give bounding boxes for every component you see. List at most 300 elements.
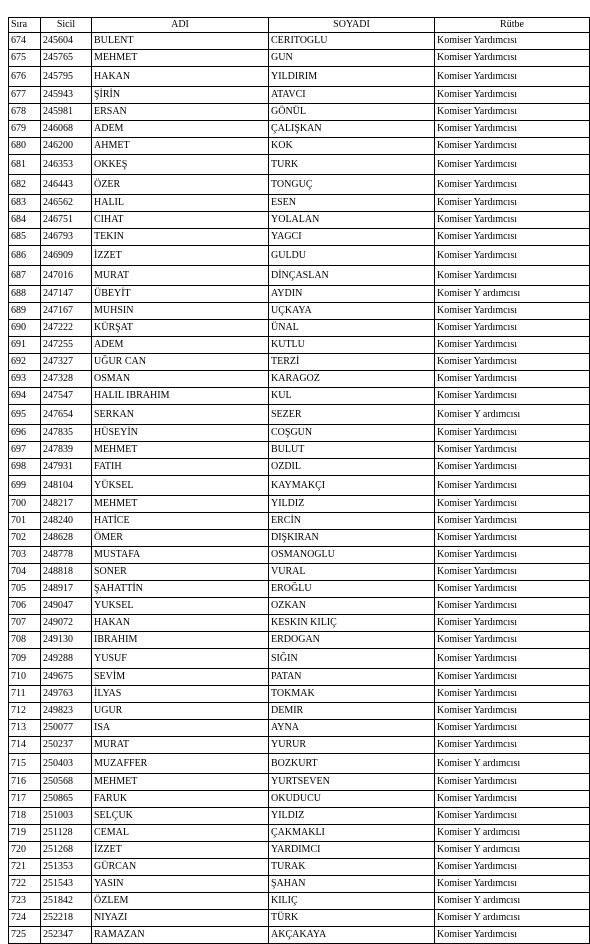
cell-sicil: 245943: [41, 87, 92, 104]
cell-sicil: 248240: [41, 513, 92, 530]
cell-sira: 690: [9, 320, 41, 337]
cell-sicil: 252347: [41, 927, 92, 944]
cell-sicil: 246793: [41, 229, 92, 246]
cell-soyadi: YAGCI: [269, 229, 435, 246]
cell-sicil: 247547: [41, 388, 92, 405]
cell-adi: ŞİRİN: [92, 87, 269, 104]
cell-sira: 718: [9, 808, 41, 825]
cell-sira: 695: [9, 405, 41, 425]
cell-adi: SELÇUK: [92, 808, 269, 825]
table-row: [9, 246, 590, 266]
cell-adi: HALIL: [92, 195, 269, 212]
personnel-table: [8, 17, 590, 944]
cell-sira: 711: [9, 686, 41, 703]
cell-sicil: 246068: [41, 121, 92, 138]
table-row: [9, 530, 590, 547]
cell-soyadi: TURK: [269, 155, 435, 175]
cell-sira: 719: [9, 825, 41, 842]
cell-sira: 710: [9, 669, 41, 686]
cell-soyadi: OZDIL: [269, 459, 435, 476]
cell-sicil: 247167: [41, 303, 92, 320]
cell-adi: UĞUR CAN: [92, 354, 269, 371]
cell-adi: AHMET: [92, 138, 269, 155]
cell-sira: 698: [9, 459, 41, 476]
cell-soyadi: ESEN: [269, 195, 435, 212]
cell-sira: 699: [9, 476, 41, 496]
cell-sira: 708: [9, 632, 41, 649]
cell-rutbe: Komiser Yardımcısı: [435, 212, 590, 229]
cell-sicil: 245604: [41, 33, 92, 50]
cell-sicil: 247147: [41, 286, 92, 303]
cell-adi: FARUK: [92, 791, 269, 808]
cell-adi: FATIH: [92, 459, 269, 476]
cell-rutbe: Komiser Yardımcısı: [435, 104, 590, 121]
cell-adi: SERKAN: [92, 405, 269, 425]
table-row: [9, 87, 590, 104]
cell-sicil: 249288: [41, 649, 92, 669]
cell-sira: 674: [9, 33, 41, 50]
cell-rutbe: Komiser Yardımcısı: [435, 859, 590, 876]
cell-sira: 692: [9, 354, 41, 371]
cell-rutbe: Komiser Y ardımcısı: [435, 910, 590, 927]
cell-rutbe: Komiser Yardımcısı: [435, 720, 590, 737]
cell-sira: 700: [9, 496, 41, 513]
table-row: [9, 910, 590, 927]
cell-adi: TEKIN: [92, 229, 269, 246]
cell-rutbe: Komiser Yardımcısı: [435, 774, 590, 791]
cell-soyadi: ERDOGAN: [269, 632, 435, 649]
cell-sicil: 251268: [41, 842, 92, 859]
cell-adi: MUZAFFER: [92, 754, 269, 774]
cell-rutbe: Komiser Yardımcısı: [435, 371, 590, 388]
cell-adi: MEHMET: [92, 50, 269, 67]
cell-rutbe: Komiser Yardımcısı: [435, 425, 590, 442]
table-row: [9, 774, 590, 791]
cell-adi: ÖMER: [92, 530, 269, 547]
cell-soyadi: TONGUÇ: [269, 175, 435, 195]
cell-sira: 682: [9, 175, 41, 195]
cell-sira: 681: [9, 155, 41, 175]
cell-sira: 685: [9, 229, 41, 246]
cell-sicil: 247016: [41, 266, 92, 286]
cell-sicil: 247835: [41, 425, 92, 442]
cell-sira: 702: [9, 530, 41, 547]
cell-adi: ISA: [92, 720, 269, 737]
cell-adi: İZZET: [92, 246, 269, 266]
cell-rutbe: Komiser Yardımcısı: [435, 737, 590, 754]
cell-sira: 713: [9, 720, 41, 737]
cell-rutbe: Komiser Yardımcısı: [435, 564, 590, 581]
cell-adi: ADEM: [92, 121, 269, 138]
cell-sira: 689: [9, 303, 41, 320]
cell-sicil: 247255: [41, 337, 92, 354]
table-row: [9, 703, 590, 720]
cell-rutbe: Komiser Y ardımcısı: [435, 286, 590, 303]
cell-adi: YUSUF: [92, 649, 269, 669]
cell-rutbe: Komiser Yardımcısı: [435, 33, 590, 50]
cell-adi: MURAT: [92, 737, 269, 754]
cell-rutbe: Komiser Yardımcısı: [435, 175, 590, 195]
cell-soyadi: GÖNÜL: [269, 104, 435, 121]
table-row: [9, 842, 590, 859]
cell-rutbe: Komiser Yardımcısı: [435, 669, 590, 686]
cell-adi: ÖZLEM: [92, 893, 269, 910]
table-row: [9, 459, 590, 476]
cell-sicil: 246562: [41, 195, 92, 212]
cell-soyadi: YARDIMCI: [269, 842, 435, 859]
table-row: [9, 337, 590, 354]
cell-rutbe: Komiser Yardımcısı: [435, 303, 590, 320]
table-row: [9, 371, 590, 388]
cell-rutbe: Komiser Yardımcısı: [435, 337, 590, 354]
cell-sicil: 249675: [41, 669, 92, 686]
table-row: [9, 513, 590, 530]
cell-rutbe: Komiser Yardımcısı: [435, 547, 590, 564]
table-row: [9, 737, 590, 754]
cell-soyadi: AKÇAKAYA: [269, 927, 435, 944]
cell-adi: HÜSEYİN: [92, 425, 269, 442]
cell-sicil: 247839: [41, 442, 92, 459]
cell-soyadi: OSMANOGLU: [269, 547, 435, 564]
cell-sicil: 249130: [41, 632, 92, 649]
table-row: [9, 155, 590, 175]
cell-adi: GÜRCAN: [92, 859, 269, 876]
cell-rutbe: Komiser Yardımcısı: [435, 138, 590, 155]
cell-rutbe: Komiser Yardımcısı: [435, 876, 590, 893]
table-row: [9, 388, 590, 405]
cell-soyadi: YILDIRIM: [269, 67, 435, 87]
personnel-document: [8, 17, 589, 944]
cell-sicil: 248104: [41, 476, 92, 496]
cell-sicil: 246909: [41, 246, 92, 266]
cell-soyadi: KOK: [269, 138, 435, 155]
cell-soyadi: BULUT: [269, 442, 435, 459]
cell-adi: CEMAL: [92, 825, 269, 842]
cell-sicil: 248628: [41, 530, 92, 547]
cell-sicil: 251842: [41, 893, 92, 910]
cell-adi: IBRAHIM: [92, 632, 269, 649]
cell-sira: 724: [9, 910, 41, 927]
table-row: [9, 229, 590, 246]
cell-sira: 694: [9, 388, 41, 405]
cell-adi: KÜRŞAT: [92, 320, 269, 337]
cell-sira: 683: [9, 195, 41, 212]
cell-adi: CIHAT: [92, 212, 269, 229]
cell-rutbe: Komiser Yardımcısı: [435, 686, 590, 703]
table-row: [9, 859, 590, 876]
cell-soyadi: PATAN: [269, 669, 435, 686]
cell-sira: 686: [9, 246, 41, 266]
cell-sicil: 248778: [41, 547, 92, 564]
cell-sicil: 249072: [41, 615, 92, 632]
cell-adi: MUHSIN: [92, 303, 269, 320]
cell-sira: 717: [9, 791, 41, 808]
table-row: [9, 893, 590, 910]
table-row: [9, 50, 590, 67]
header-sira: Sıra: [9, 18, 41, 33]
cell-soyadi: KESKIN KILIÇ: [269, 615, 435, 632]
cell-rutbe: Komiser Yardımcısı: [435, 155, 590, 175]
cell-soyadi: DIŞKIRAN: [269, 530, 435, 547]
cell-sicil: 247222: [41, 320, 92, 337]
table-row: [9, 754, 590, 774]
cell-soyadi: ÇALIŞKAN: [269, 121, 435, 138]
cell-sicil: 247327: [41, 354, 92, 371]
cell-rutbe: Komiser Yardımcısı: [435, 513, 590, 530]
cell-adi: MEHMET: [92, 442, 269, 459]
cell-sira: 697: [9, 442, 41, 459]
cell-rutbe: Komiser Yardımcısı: [435, 195, 590, 212]
cell-soyadi: SIĞIN: [269, 649, 435, 669]
table-row: [9, 598, 590, 615]
cell-soyadi: KARAGOZ: [269, 371, 435, 388]
cell-rutbe: Komiser Yardımcısı: [435, 266, 590, 286]
header-soyadi: SOYADI: [269, 18, 435, 33]
cell-rutbe: Komiser Yardımcısı: [435, 388, 590, 405]
cell-rutbe: Komiser Y ardımcısı: [435, 842, 590, 859]
cell-sicil: 249823: [41, 703, 92, 720]
cell-sira: 725: [9, 927, 41, 944]
cell-rutbe: Komiser Yardımcısı: [435, 354, 590, 371]
cell-soyadi: UÇKAYA: [269, 303, 435, 320]
cell-soyadi: ÇAKMAKLI: [269, 825, 435, 842]
cell-rutbe: Komiser Yardımcısı: [435, 87, 590, 104]
table-row: [9, 825, 590, 842]
cell-soyadi: VURAL: [269, 564, 435, 581]
table-row: [9, 104, 590, 121]
cell-soyadi: OZKAN: [269, 598, 435, 615]
cell-sira: 676: [9, 67, 41, 87]
cell-sira: 693: [9, 371, 41, 388]
table-row: [9, 175, 590, 195]
cell-sira: 691: [9, 337, 41, 354]
table-row: [9, 266, 590, 286]
cell-sira: 687: [9, 266, 41, 286]
cell-sicil: 245981: [41, 104, 92, 121]
cell-sicil: 251353: [41, 859, 92, 876]
cell-rutbe: Komiser Yardımcısı: [435, 581, 590, 598]
cell-rutbe: Komiser Yardımcısı: [435, 246, 590, 266]
cell-sicil: 247931: [41, 459, 92, 476]
table-row: [9, 212, 590, 229]
cell-adi: MEHMET: [92, 496, 269, 513]
cell-adi: RAMAZAN: [92, 927, 269, 944]
cell-soyadi: TURAK: [269, 859, 435, 876]
cell-rutbe: Komiser Y ardımcısı: [435, 893, 590, 910]
cell-sicil: 246751: [41, 212, 92, 229]
cell-adi: İZZET: [92, 842, 269, 859]
table-row: [9, 195, 590, 212]
cell-soyadi: DEMIR: [269, 703, 435, 720]
cell-rutbe: Komiser Yardımcısı: [435, 476, 590, 496]
cell-soyadi: KUTLU: [269, 337, 435, 354]
cell-adi: HATİCE: [92, 513, 269, 530]
table-row: [9, 320, 590, 337]
cell-adi: BULENT: [92, 33, 269, 50]
cell-sicil: 249047: [41, 598, 92, 615]
header-rutbe: Rütbe: [435, 18, 590, 33]
cell-sicil: 247654: [41, 405, 92, 425]
cell-soyadi: CERITOGLU: [269, 33, 435, 50]
table-row: [9, 405, 590, 425]
cell-sira: 714: [9, 737, 41, 754]
cell-sira: 688: [9, 286, 41, 303]
cell-sira: 704: [9, 564, 41, 581]
cell-adi: YÜKSEL: [92, 476, 269, 496]
table-row: [9, 442, 590, 459]
cell-soyadi: TERZİ: [269, 354, 435, 371]
cell-sira: 679: [9, 121, 41, 138]
table-row: [9, 476, 590, 496]
cell-soyadi: KUL: [269, 388, 435, 405]
cell-rutbe: Komiser Y ardımcısı: [435, 405, 590, 425]
cell-sira: 678: [9, 104, 41, 121]
cell-soyadi: YILDIZ: [269, 496, 435, 513]
cell-soyadi: AYNA: [269, 720, 435, 737]
cell-sira: 712: [9, 703, 41, 720]
cell-sira: 721: [9, 859, 41, 876]
cell-adi: NIYAZI: [92, 910, 269, 927]
cell-soyadi: SEZER: [269, 405, 435, 425]
cell-soyadi: OKUDUCU: [269, 791, 435, 808]
cell-sicil: 250403: [41, 754, 92, 774]
cell-rutbe: Komiser Yardımcısı: [435, 496, 590, 513]
cell-sira: 701: [9, 513, 41, 530]
cell-soyadi: COŞGUN: [269, 425, 435, 442]
cell-adi: YASIN: [92, 876, 269, 893]
cell-rutbe: Komiser Yardımcısı: [435, 320, 590, 337]
cell-adi: OKKEŞ: [92, 155, 269, 175]
cell-rutbe: Komiser Y ardımcısı: [435, 754, 590, 774]
cell-adi: ÖZER: [92, 175, 269, 195]
cell-adi: HALIL IBRAHIM: [92, 388, 269, 405]
cell-sicil: 248917: [41, 581, 92, 598]
cell-sira: 706: [9, 598, 41, 615]
cell-rutbe: Komiser Yardımcısı: [435, 50, 590, 67]
cell-adi: SONER: [92, 564, 269, 581]
cell-sira: 723: [9, 893, 41, 910]
cell-rutbe: Komiser Yardımcısı: [435, 808, 590, 825]
table-row: [9, 876, 590, 893]
table-row: [9, 649, 590, 669]
cell-sira: 716: [9, 774, 41, 791]
cell-sicil: 247328: [41, 371, 92, 388]
cell-sira: 722: [9, 876, 41, 893]
table-row: [9, 354, 590, 371]
cell-rutbe: Komiser Yardımcısı: [435, 229, 590, 246]
cell-adi: MEHMET: [92, 774, 269, 791]
cell-rutbe: Komiser Yardımcısı: [435, 459, 590, 476]
cell-sicil: 245795: [41, 67, 92, 87]
cell-sicil: 250568: [41, 774, 92, 791]
cell-sicil: 251543: [41, 876, 92, 893]
cell-sicil: 249763: [41, 686, 92, 703]
cell-adi: ERSAN: [92, 104, 269, 121]
table-row: [9, 927, 590, 944]
cell-adi: ÜBEYİT: [92, 286, 269, 303]
cell-sira: 705: [9, 581, 41, 598]
cell-rutbe: Komiser Yardımcısı: [435, 530, 590, 547]
cell-soyadi: YURUR: [269, 737, 435, 754]
cell-sira: 707: [9, 615, 41, 632]
cell-sira: 720: [9, 842, 41, 859]
table-row: [9, 791, 590, 808]
table-row: [9, 686, 590, 703]
cell-soyadi: YOLALAN: [269, 212, 435, 229]
cell-sicil: 246200: [41, 138, 92, 155]
table-row: [9, 615, 590, 632]
cell-sicil: 246443: [41, 175, 92, 195]
cell-rutbe: Komiser Yardımcısı: [435, 121, 590, 138]
cell-sicil: 251128: [41, 825, 92, 842]
table-row: [9, 581, 590, 598]
cell-adi: ŞAHATTİN: [92, 581, 269, 598]
cell-rutbe: Komiser Yardımcısı: [435, 927, 590, 944]
cell-soyadi: YILDIZ: [269, 808, 435, 825]
cell-adi: MUSTAFA: [92, 547, 269, 564]
table-row: [9, 303, 590, 320]
cell-sicil: 250077: [41, 720, 92, 737]
cell-soyadi: DİNÇASLAN: [269, 266, 435, 286]
table-row: [9, 138, 590, 155]
table-row: [9, 547, 590, 564]
cell-soyadi: ERCİN: [269, 513, 435, 530]
table-row: [9, 286, 590, 303]
cell-soyadi: ŞAHAN: [269, 876, 435, 893]
cell-rutbe: Komiser Yardımcısı: [435, 442, 590, 459]
header-sicil: Sicil: [41, 18, 92, 33]
cell-soyadi: EROĞLU: [269, 581, 435, 598]
cell-soyadi: TÜRK: [269, 910, 435, 927]
cell-sicil: 248217: [41, 496, 92, 513]
cell-adi: UGUR: [92, 703, 269, 720]
table-row: [9, 33, 590, 50]
table-body: [9, 33, 590, 944]
table-row: [9, 496, 590, 513]
table-row: [9, 425, 590, 442]
table-row: [9, 720, 590, 737]
cell-adi: İLYAS: [92, 686, 269, 703]
cell-sicil: 252218: [41, 910, 92, 927]
table-row: [9, 121, 590, 138]
cell-sicil: 245765: [41, 50, 92, 67]
cell-adi: MURAT: [92, 266, 269, 286]
cell-rutbe: Komiser Yardımcısı: [435, 615, 590, 632]
cell-soyadi: GUN: [269, 50, 435, 67]
cell-sira: 703: [9, 547, 41, 564]
cell-rutbe: Komiser Yardımcısı: [435, 791, 590, 808]
cell-sira: 684: [9, 212, 41, 229]
cell-rutbe: Komiser Yardımcısı: [435, 703, 590, 720]
cell-soyadi: BOZKURT: [269, 754, 435, 774]
table-row: [9, 67, 590, 87]
cell-soyadi: KILIÇ: [269, 893, 435, 910]
cell-soyadi: YURTSEVEN: [269, 774, 435, 791]
cell-adi: HAKAN: [92, 67, 269, 87]
cell-sicil: 250865: [41, 791, 92, 808]
table-row: [9, 808, 590, 825]
table-row: [9, 632, 590, 649]
cell-soyadi: KAYMAKÇI: [269, 476, 435, 496]
table-header-row: [9, 18, 590, 33]
cell-rutbe: Komiser Yardımcısı: [435, 67, 590, 87]
cell-soyadi: AYDIN: [269, 286, 435, 303]
cell-sira: 696: [9, 425, 41, 442]
cell-sicil: 248818: [41, 564, 92, 581]
cell-rutbe: Komiser Yardımcısı: [435, 632, 590, 649]
cell-soyadi: GULDU: [269, 246, 435, 266]
cell-soyadi: ATAVCI: [269, 87, 435, 104]
